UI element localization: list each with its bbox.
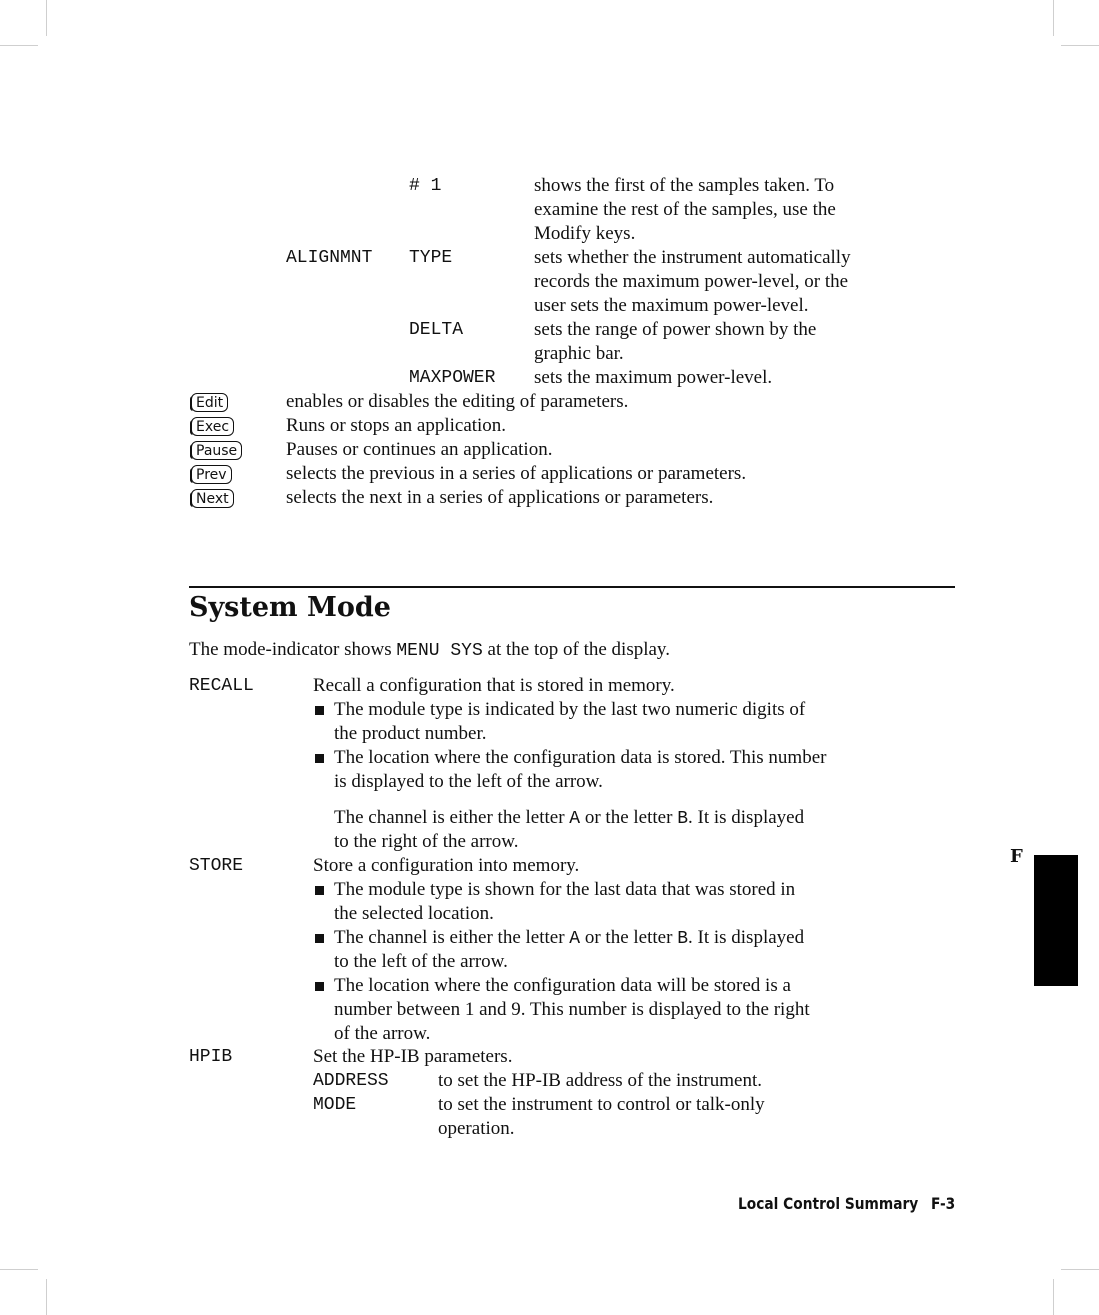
note-text: or the letter <box>584 807 673 828</box>
term-desc: Set the HP-IB parameters. <box>313 1046 513 1067</box>
bullet-text: The location where the configuration data is stored. This number <box>334 747 827 768</box>
channel-code: A <box>569 929 581 949</box>
group-name: ALIGNMNT <box>286 248 373 268</box>
param-desc: user sets the maximum power-level. <box>534 295 809 316</box>
param-name: ADDRESS <box>313 1071 389 1091</box>
term-desc: Store a configuration into memory. <box>313 855 580 876</box>
channel-code: B <box>677 929 688 949</box>
bullet-icon <box>315 754 324 763</box>
section-title: System Mode <box>189 592 391 623</box>
bullet-text: the selected location. <box>334 903 494 924</box>
param-desc: records the maximum power-level, or the <box>534 271 849 292</box>
section-tab-letter: F <box>1010 846 1023 867</box>
channel-code: B <box>677 809 688 829</box>
param-name: MODE <box>313 1095 357 1115</box>
crop-mark <box>46 1279 47 1315</box>
param-desc: sets the range of power shown by the <box>534 319 817 340</box>
param-name: TYPE <box>409 248 453 268</box>
param-desc: Modify keys. <box>534 223 636 244</box>
note-text: . It is displayed <box>688 807 805 828</box>
bullet-text: to the left of the arrow. <box>334 951 508 972</box>
key-desc: selects the next in a series of applications or parameters. <box>286 487 714 508</box>
intro-code: MENU SYS <box>396 641 483 661</box>
term-hpib: HPIB <box>189 1047 233 1067</box>
crop-mark <box>0 1269 38 1270</box>
prev-key-icon: Prev <box>191 465 232 484</box>
bullet-text: The location where the configuration data will be stored is a <box>334 975 791 996</box>
param-desc: operation. <box>438 1118 515 1139</box>
page-number: F-3 <box>931 1194 956 1213</box>
term-store: STORE <box>189 856 244 876</box>
section-divider <box>189 586 955 588</box>
bullet-icon <box>315 886 324 895</box>
bullet-text: the product number. <box>334 723 487 744</box>
param-desc: to set the instrument to control or talk-only <box>438 1094 765 1115</box>
note-text: or the letter <box>584 927 673 948</box>
intro-text: at the top of the display. <box>487 639 670 660</box>
param-desc: sets whether the instrument automatically <box>534 247 851 268</box>
param-desc: examine the rest of the samples, use the <box>534 199 836 220</box>
param-desc: shows the first of the samples taken. To <box>534 175 835 196</box>
section-intro <box>189 638 670 663</box>
param-desc: graphic bar. <box>534 343 624 364</box>
footer-title: Local Control Summary <box>738 1194 919 1213</box>
param-name: MAXPOWER <box>409 368 496 388</box>
bullet-text: of the arrow. <box>334 1023 431 1044</box>
crop-mark <box>1053 0 1054 36</box>
section-thumb-tab <box>1034 855 1078 986</box>
bullet-text <box>334 926 804 951</box>
intro-text: The mode-indicator shows <box>189 639 392 660</box>
note-text: The channel is either the letter <box>334 807 565 828</box>
crop-mark <box>0 45 38 46</box>
recall-channel-note <box>334 806 804 831</box>
bullet-icon <box>315 706 324 715</box>
channel-code: A <box>569 809 581 829</box>
crop-mark <box>46 0 47 36</box>
key-desc: enables or disables the editing of parameters. <box>286 391 629 412</box>
param-name: DELTA <box>409 320 464 340</box>
next-key-icon: Next <box>191 489 234 508</box>
bullet-text: The module type is indicated by the last two numeric digits of <box>334 699 806 720</box>
term-recall: RECALL <box>189 676 254 696</box>
note-text: The channel is either the letter <box>334 927 565 948</box>
bullet-text: number between 1 and 9. This number is displayed to the right <box>334 999 810 1020</box>
edit-key-icon: Edit <box>191 393 228 412</box>
bullet-icon <box>315 982 324 991</box>
key-desc: selects the previous in a series of applications or parameters. <box>286 463 747 484</box>
pause-key-icon: Pause <box>191 441 242 460</box>
crop-mark <box>1053 1279 1054 1315</box>
key-desc: Pauses or continues an application. <box>286 439 553 460</box>
key-desc: Runs or stops an application. <box>286 415 507 436</box>
term-desc: Recall a configuration that is stored in memory. <box>313 675 675 696</box>
exec-key-icon: Exec <box>191 417 234 436</box>
param-desc: to set the HP-IB address of the instrument. <box>438 1070 763 1091</box>
crop-mark <box>1061 45 1099 46</box>
bullet-text: The module type is shown for the last data that was stored in <box>334 879 796 900</box>
param-desc: sets the maximum power-level. <box>534 367 773 388</box>
bullet-text: is displayed to the left of the arrow. <box>334 771 603 792</box>
bullet-icon <box>315 934 324 943</box>
param-name: # 1 <box>409 176 442 196</box>
crop-mark <box>1061 1269 1099 1270</box>
note-text: . It is displayed <box>688 927 805 948</box>
note-text: to the right of the arrow. <box>334 831 519 852</box>
